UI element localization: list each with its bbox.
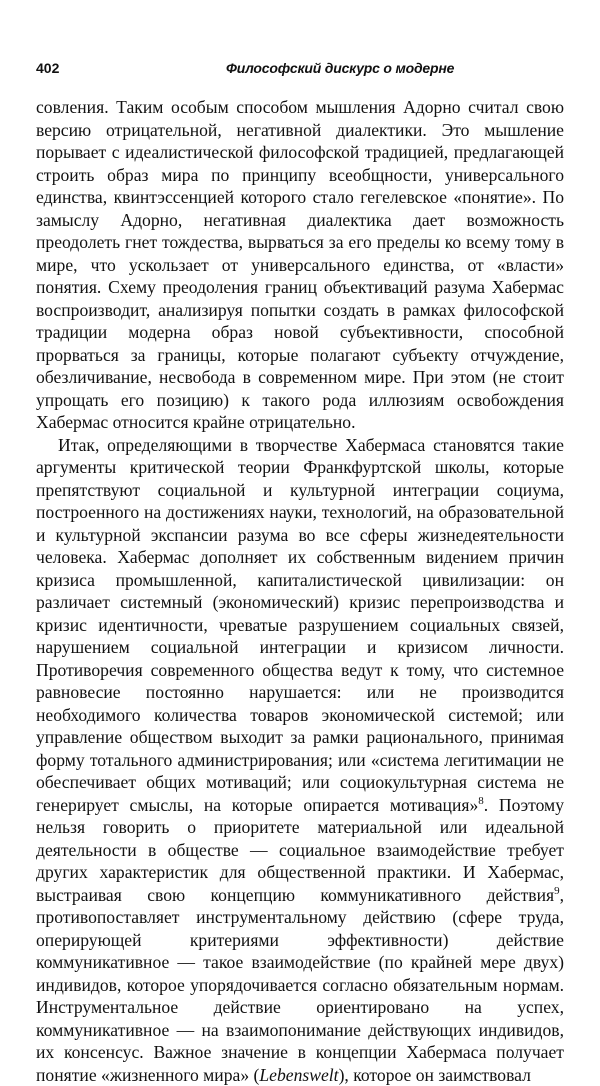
page-header — [36, 60, 564, 76]
paragraph-2-part-1: Итак, определяющими в творчестве Хабермаса становятся такие аргументы критической теории Франкфуртской школы, которые препятствуют социальной и культурной интеграции социума, построенного на достижениях науки, технологий, на образовательной и культурной экспансии разума во все сферы жизнедеятельности человека. Хабермас дополняет их собственным видением причин кризиса промышленной, капиталистической цивилизации: он различает системный (экономический) кризис перепроизводства и кризис идентичности, чреватые разрушением социальных связей, нарушением социальной интеграции и кризисом личности. Противоречия современного общества ведут к тому, что системное равновесие постоянно нарушается: или не производится необходимого количества товаров экономической системой; или управление обществом выходит за рамки рационального, принимая форму тотального администрирования; или «система легитимации не обеспечивает общих мотиваций; или социокультурная система не генерирует смыслы, на которые опирается мотивация» — [36, 435, 564, 815]
paragraph-2 — [36, 434, 564, 1086]
paragraph-2-part-3: , противопоставляет инструментальному действию (сфере труда, оперирующей критериями эффективности) действие коммуникативное — такое взаимодействие (по крайней мере двух) индивидов, которое упорядочивается согласно обязательным нормам. Инструментальное действие ориентировано на успех, коммуникативное — на взаимопонимание действующих индивидов, их консенсус. Важное значение в концепции Хабермаса получает понятие «жизненного мира» ( — [36, 885, 564, 1085]
lebenswelt-term: Lebenswelt — [259, 1065, 338, 1085]
paragraph-1: совления. Таким особым способом мышления Адорно считал свою версию отрицательной, негативной диалектики. Это мышление порывает с идеалистической философской традицией, предлагающей строить образ мира по принципу всеобщности, универсального единства, квинтэссенцией которого стало гегелевское «понятие». По замыслу Адорно, негативная диалектика дает возможность преодолеть гнет тождества, вырваться за его пределы ко всему тому в мире, что ускользает от универсального единства, от «власти» понятия. Схему преодоления границ объективаций разума Хабермас воспроизводит, анализируя попытки создать в рамках философской традиции модерна образ новой субъективности, способной прорваться за границы, которые полагают субъекту отчуждение, обезличивание, несвобода в современном мире. При этом (не стоит упрощать его позицию) к такого рода иллюзиям освобождения Хабермас относится крайне отрицательно. — [36, 96, 564, 434]
running-title: Философский дискурс о модерне — [226, 60, 454, 76]
footnote-ref-9: 9 — [554, 885, 560, 897]
page-number: 402 — [36, 60, 106, 76]
paragraph-2-part-4: ), которое он заимствовал — [339, 1065, 531, 1085]
paragraph-2-part-2: . Поэтому нельзя говорить о приоритете материальной или идеальной деятельности в обществе — социальное взаимодействие требует других характеристик для общественной практики. И Хабермас, выстраивая свою концепцию коммуникативного действия — [36, 795, 564, 905]
footnote-ref-8: 8 — [478, 795, 484, 807]
body-text — [36, 96, 564, 1086]
